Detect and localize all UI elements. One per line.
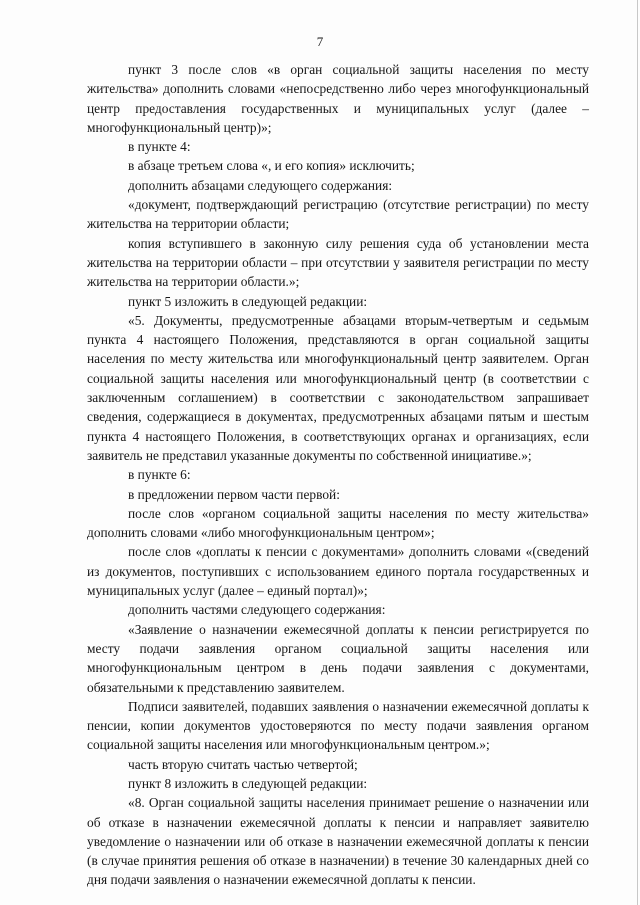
paragraph: после слов «доплаты к пенсии с документами» дополнить словами «(сведений из документов, поступивших с использованием единого портала государственных и муниципальных услуг (далее – единый портал)»; (87, 544, 589, 599)
paragraph: пункт 8 изложить в следующей редакции: (128, 775, 368, 791)
scan-edge-line (637, 0, 638, 905)
page-number: 7 (316, 34, 324, 49)
paragraph: в абзаце третьем слова «, и его копия» исключить; (128, 158, 415, 174)
paragraph: «Заявление о назначении ежемесячной доплаты к пенсии регистрируется по месту подачи заявления органом социальной защиты населения или многофункциональным центром в день подачи заявления с документами, обязательными к представлению заявителем. (87, 621, 589, 695)
paragraph: дополнить частями следующего содержания: (128, 602, 386, 618)
paragraph: пункт 3 после слов «в орган социальной защиты населения по месту жительства» дополнить словами «непосредственно либо через многофункциональный центр предоставления государственных и муниципальных услуг (далее – многофункциональный центр)»; (87, 62, 589, 135)
paragraph: в предложении первом части первой: (128, 486, 340, 502)
paragraph: копия вступившего в законную силу решения суда об установлении места жительства на территории области – при отсутствии у заявителя регистрации по месту жительства на территории области.»; (87, 235, 589, 290)
paragraph: «8. Орган социальной защиты населения принимает решение о назначении или об отказе в назначении ежемесячной доплаты к пенсии и направляет заявителю уведомление о назначении или об отказе в назначении ежемесячной доплаты к пенсии (в случае принятия решения об отказе в назначении) в течение 30 календарных дней со дня подачи заявления о назначении ежемесячной доплаты к пенсии. (87, 795, 589, 888)
paragraph: в пункте 6: (128, 467, 191, 483)
paragraph: дополнить абзацами следующего содержания: (128, 177, 393, 193)
paragraph: после слов «органом социальной защиты населения по месту жительства» дополнить словами «либо многофункциональным центром»; (87, 505, 589, 541)
paragraph: в пункте 4: (128, 139, 191, 155)
paragraph: Подписи заявителей, подавших заявления о назначении ежемесячной доплаты к пенсии, копии документов удостоверяются по месту подачи заявления органом социальной защиты населения или многофункциональным центром.»; (87, 698, 589, 753)
paragraph: «документ, подтверждающий регистрацию (отсутствие регистрации) по месту жительства на территории области; (87, 197, 589, 232)
paragraph: часть вторую считать частью четвертой; (128, 756, 358, 772)
paragraph: пункт 5 изложить в следующей редакции: (128, 293, 368, 309)
document-body (87, 60, 589, 890)
paragraph: «5. Документы, предусмотренные абзацами вторым-четвертым и седьмым пункта 4 настоящего Положения, представляются в орган социальной защиты населения по месту жительства или многофункциональный центр заявителем. Орган социальной защиты населения или многофункциональный центр (в соответствии с заключенным соглашением) в соответствии с законодательством запрашивает сведения, содержащиеся в документах, предусмотренных абзацами пятым и шестым пункта 4 настоящего Положения, в соответствующих органах и организациях, если заявитель не представил указанные документы по собственной инициативе.»; (87, 312, 589, 463)
